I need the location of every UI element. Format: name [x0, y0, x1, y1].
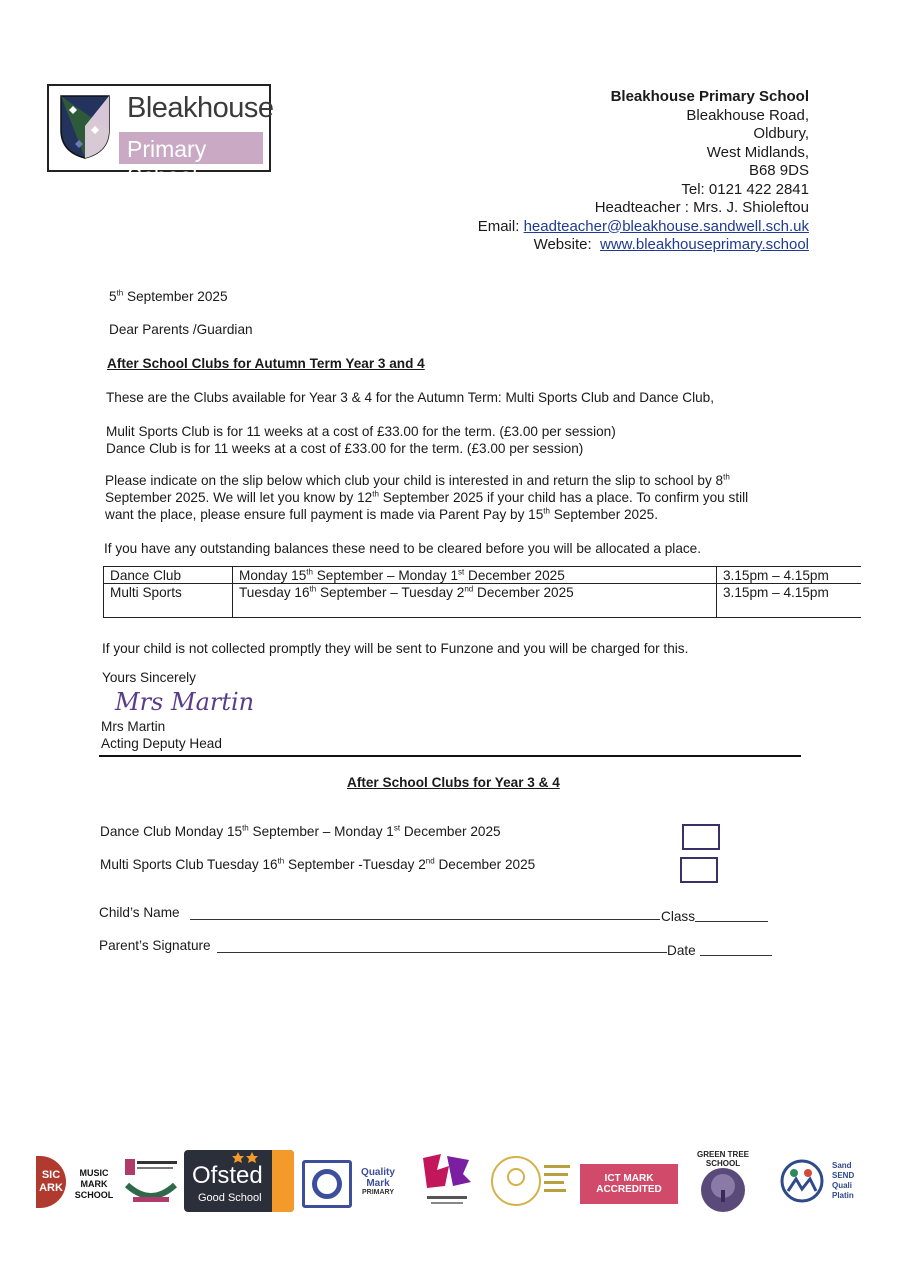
parent-signature-label: Parent’s Signature — [99, 938, 211, 953]
send-people-icon — [776, 1159, 828, 1203]
para-collection: If your child is not collected promptly they will be sent to Funzone and you will be charged for this. — [102, 641, 689, 656]
table-row — [104, 567, 862, 584]
handwritten-signature: Mrs Martin — [115, 688, 255, 716]
school-name: Bleakhouse Primary School — [610, 88, 809, 105]
ofsted-subtitle: Good School — [198, 1192, 262, 1204]
greeting: Dear Parents /Guardian — [109, 322, 253, 337]
school-crest-icon — [59, 94, 111, 160]
para3-sup3: th — [543, 506, 550, 516]
para-clubs: These are the Clubs available for Year 3 & 4 for the Autumn Term: Multi Sports Club and Dance Club, — [106, 390, 715, 405]
para3-text5: September 2025. — [549, 507, 659, 522]
dates-a: Monday 15 — [239, 568, 307, 583]
music-mark-logo — [36, 1150, 120, 1212]
para3-text3: September 2025 if your child has a place. To confirm you still — [378, 490, 749, 505]
date-field[interactable] — [700, 955, 772, 956]
dates-a: Tuesday 16 — [239, 585, 310, 600]
date-sup: th — [116, 288, 124, 298]
music-mark-text: MUSIC MARK SCHOOL — [74, 1168, 114, 1200]
ict-mark-logo — [580, 1164, 678, 1204]
child-name-field[interactable] — [190, 919, 660, 920]
letter-date — [109, 288, 228, 305]
email-link[interactable]: headteacher@bleakhouse.sandwell.sch.uk — [523, 217, 809, 235]
dates-b: September – Tuesday 2 — [316, 585, 465, 600]
green-tree-text: GREEN TREE SCHOOL — [696, 1150, 749, 1168]
quality-mark-sub: PRIMARY — [361, 1188, 395, 1196]
dates-c: December 2025 — [473, 585, 574, 600]
sandwell-partial-text: Sand SEND Quali Platin — [832, 1161, 855, 1200]
signer-role: Acting Deputy Head — [101, 736, 222, 751]
ofsted-logo — [184, 1150, 294, 1212]
multi-sports-checkbox[interactable] — [680, 857, 718, 883]
dates-sup-a: th — [309, 584, 317, 594]
green-tree-school-logo — [684, 1150, 762, 1220]
dates-sup-b: st — [458, 567, 465, 577]
opt1-a: Dance Club Monday 15 — [100, 824, 243, 839]
school-address — [478, 88, 809, 255]
quality-mark-text: Quality Mark — [361, 1166, 395, 1189]
science-mark-icon — [123, 1155, 179, 1207]
ofsted-title: Ofsted — [192, 1162, 263, 1189]
wellbeing-charter-icon — [490, 1153, 574, 1209]
dates-sup-a: th — [306, 567, 313, 577]
date-rest: September 2025 — [123, 289, 228, 304]
para-balances: If you have any outstanding balances these need to be cleared before you will be allocated a place. — [104, 541, 702, 556]
opt2-c: December 2025 — [434, 857, 536, 872]
ofsted-year-band — [272, 1150, 294, 1212]
dance-club-checkbox[interactable] — [682, 824, 720, 850]
address-website-row — [478, 236, 809, 255]
para3-text2: September 2025. We will let you know by 12 — [105, 490, 373, 505]
slip-option-multisports — [100, 856, 535, 873]
dates-c: December 2025 — [464, 568, 565, 583]
table-row — [104, 584, 862, 618]
clubs-table — [103, 566, 861, 618]
club-dates — [233, 567, 717, 584]
letter-heading: After School Clubs for Autumn Term Year 3 and 4 — [107, 356, 425, 371]
signer-name: Mrs Martin — [101, 719, 166, 734]
dates-sup-b: nd — [464, 584, 474, 594]
opt2-sup2: nd — [425, 856, 435, 866]
opt1-sup1: th — [242, 823, 249, 833]
sandwell-send-text — [832, 1150, 858, 1212]
club-name: Multi Sports — [104, 584, 233, 618]
address-town: Oldbury, — [753, 125, 809, 142]
quality-mark-q-icon — [302, 1160, 352, 1208]
class-label: Class — [661, 909, 695, 924]
website-link[interactable]: www.bleakhouseprimary.school — [600, 236, 809, 253]
para-cost-multisports: Mulit Sports Club is for 11 weeks at a cost of £33.00 for the term. (£3.00 per session) — [106, 424, 616, 439]
slip-option-dance — [100, 823, 501, 840]
ict-mark-line2: ACCREDITED — [596, 1184, 662, 1195]
para-instructions — [105, 472, 825, 523]
opt2-b: September -Tuesday 2 — [284, 857, 426, 872]
london-2012-icon — [419, 1152, 473, 1210]
club-time: 3.15pm – 4.15pm — [717, 567, 862, 584]
para3-text1: Please indicate on the slip below which club your child is interested in and return the slip to school by 8 — [105, 473, 724, 488]
address-head: Headteacher : Mrs. J. Shioleftou — [594, 199, 809, 216]
ict-mark-line1: ICT MARK — [604, 1173, 654, 1184]
closing: Yours Sincerely — [102, 670, 196, 685]
date-label: Date — [667, 943, 696, 958]
logo-name-line2: Primary School — [127, 136, 207, 189]
para-cost-dance: Dance Club is for 11 weeks at a cost of £33.00 for the term. (£3.00 per session) — [106, 441, 584, 456]
opt1-c: December 2025 — [400, 824, 501, 839]
sandwell-send-icon-logo — [775, 1150, 829, 1212]
school-logo — [47, 84, 274, 189]
website-label: Website: — [533, 236, 592, 253]
club-dates — [233, 584, 717, 618]
science-quality-mark-logo — [122, 1150, 180, 1212]
parent-signature-field[interactable] — [217, 952, 667, 953]
club-name: Dance Club — [104, 567, 233, 584]
opt2-a: Multi Sports Club Tuesday 16 — [100, 857, 278, 872]
london-2012-logo — [418, 1150, 474, 1212]
para3-text4: want the place, please ensure full payment is made via Parent Pay by 15 — [105, 507, 544, 522]
para3-sup1: th — [723, 472, 730, 482]
child-name-label: Child’s Name — [99, 905, 180, 920]
quality-mark-logo — [350, 1150, 406, 1212]
slip-heading: After School Clubs for Year 3 & 4 — [347, 775, 560, 790]
date-day: 5 — [109, 289, 117, 304]
cut-line-divider — [99, 755, 801, 757]
q-circle — [312, 1169, 342, 1199]
email-label: Email: — [477, 217, 520, 235]
address-county: West Midlands, — [706, 143, 809, 161]
logo-name-line1: Bleakhouse — [127, 92, 274, 124]
opt1-sup2: st — [393, 823, 401, 833]
opt1-b: September – Monday 1 — [248, 824, 394, 839]
wellbeing-charter-logo — [490, 1150, 574, 1212]
address-email-row — [478, 218, 809, 237]
opt2-sup1: th — [277, 856, 285, 866]
address-road: Bleakhouse Road, — [686, 106, 809, 124]
address-postcode: B68 9DS — [748, 162, 809, 179]
class-field[interactable] — [695, 921, 768, 922]
address-tel: Tel: 0121 422 2841 — [681, 180, 809, 198]
ofsted-stars-icon — [232, 1152, 266, 1164]
club-time: 3.15pm – 4.15pm — [717, 584, 862, 618]
para3-sup2: th — [372, 489, 379, 499]
music-mark-partial: SIC ARK — [36, 1156, 66, 1208]
dates-b: September – Monday 1 — [312, 568, 459, 583]
